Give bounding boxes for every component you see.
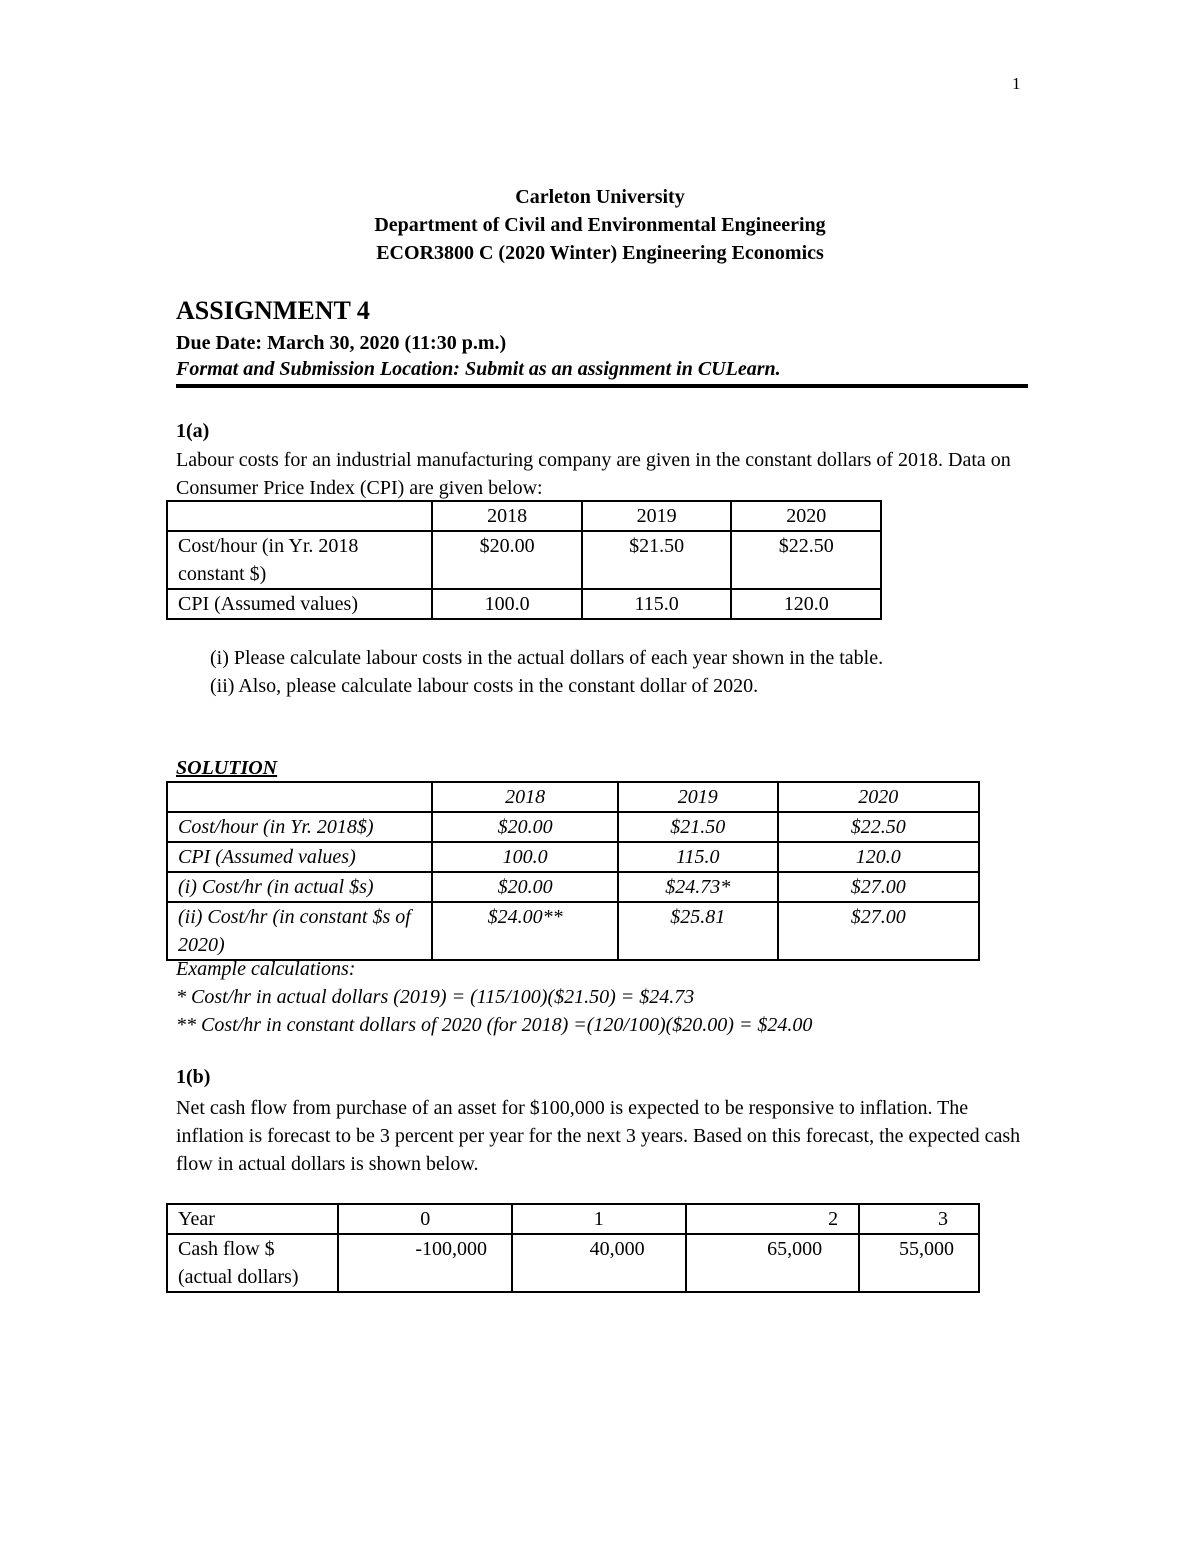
course-title: ECOR3800 C (2020 Winter) Engineering Economics	[376, 242, 824, 264]
q1a-question-i: (i) Please calculate labour costs in the actual dollars of each year shown in the table.	[210, 647, 884, 669]
table-row	[167, 531, 881, 589]
table-cell: CPI (Assumed values)	[167, 842, 432, 872]
table-row	[167, 782, 979, 812]
table-cell: (ii) Cost/hr (in constant $s of 2020)	[167, 902, 432, 960]
due-date: Due Date: March 30, 2020 (11:30 p.m.)	[176, 332, 507, 354]
table-cell: $27.00	[778, 872, 979, 902]
table-cell: $22.50	[778, 812, 979, 842]
q1b-table	[166, 1203, 980, 1293]
table-cell	[167, 782, 432, 812]
table-cell: 55,000	[859, 1234, 979, 1292]
calc-title: Example calculations:	[176, 958, 356, 980]
calc-line-1: * Cost/hr in actual dollars (2019) = (115/100)($21.50) = $24.73	[176, 986, 695, 1008]
submission-format: Format and Submission Location: Submit as an assignment in CULearn.	[176, 358, 781, 380]
department-name: Department of Civil and Environmental Engineering	[374, 214, 826, 236]
table-row	[167, 1234, 979, 1292]
q1a-intro: Labour costs for an industrial manufacturing company are given in the constant dollars of 2018. Data on Consumer Price Index (CPI) are given below:	[176, 449, 1011, 499]
table-cell: $24.73*	[618, 872, 778, 902]
table-cell: 2018	[432, 782, 618, 812]
solution-label: SOLUTION	[176, 757, 278, 779]
table-cell: $25.81	[618, 902, 778, 960]
table-cell: 65,000	[686, 1234, 860, 1292]
q1b-heading: 1(b)	[176, 1066, 211, 1088]
divider-rule	[176, 384, 1028, 388]
q1a-heading: 1(a)	[176, 420, 210, 442]
table-cell: 2019	[618, 782, 778, 812]
table-cell: $22.50	[731, 531, 881, 589]
table-cell: 2020	[778, 782, 979, 812]
table-cell: 3	[859, 1204, 979, 1234]
q1b-intro: Net cash flow from purchase of an asset for $100,000 is expected to be responsive to inflation. The inflation is forecast to be 3 percent per year for the next 3 years. Based on this forecast, the expected cash flow in actual dollars is shown below.	[176, 1097, 1021, 1175]
assignment-title: ASSIGNMENT 4	[176, 296, 370, 325]
table-cell: 2	[686, 1204, 860, 1234]
table-cell: 1	[512, 1204, 686, 1234]
table-cell	[167, 501, 432, 531]
table-cell: Cash flow $ (actual dollars)	[167, 1234, 338, 1292]
university-name: Carleton University	[515, 186, 685, 208]
table-cell: 2019	[582, 501, 732, 531]
table-row	[167, 902, 979, 960]
table-cell: 100.0	[432, 842, 618, 872]
table-cell: 120.0	[778, 842, 979, 872]
table-cell: 2020	[731, 501, 881, 531]
table-cell: -100,000	[338, 1234, 512, 1292]
table-row	[167, 842, 979, 872]
table-cell: Cost/hour (in Yr. 2018$)	[167, 812, 432, 842]
page-number: 1	[1012, 74, 1021, 93]
table-cell: CPI (Assumed values)	[167, 589, 432, 619]
table-row	[167, 589, 881, 619]
calc-line-2: ** Cost/hr in constant dollars of 2020 (for 2018) =(120/100)($20.00) = $24.00	[176, 1014, 813, 1036]
table-cell: 115.0	[582, 589, 732, 619]
table-cell: $20.00	[432, 872, 618, 902]
table-cell: $27.00	[778, 902, 979, 960]
table-cell: 120.0	[731, 589, 881, 619]
table-cell: $21.50	[618, 812, 778, 842]
table-row	[167, 501, 881, 531]
q1a-question-ii: (ii) Also, please calculate labour costs in the constant dollar of 2020.	[210, 675, 759, 697]
table-cell: 2018	[432, 501, 582, 531]
table-cell: 115.0	[618, 842, 778, 872]
table-cell: 100.0	[432, 589, 582, 619]
table-row	[167, 872, 979, 902]
table-cell: $24.00**	[432, 902, 618, 960]
table-row	[167, 812, 979, 842]
table-cell: Year	[167, 1204, 338, 1234]
table-cell: 40,000	[512, 1234, 686, 1292]
table-cell: $20.00	[432, 812, 618, 842]
solution-table	[166, 781, 980, 961]
q1a-table	[166, 500, 882, 620]
table-cell: 0	[338, 1204, 512, 1234]
table-cell: $20.00	[432, 531, 582, 589]
table-row	[167, 1204, 979, 1234]
table-cell: $21.50	[582, 531, 732, 589]
table-cell: Cost/hour (in Yr. 2018 constant $)	[167, 531, 432, 589]
table-cell: (i) Cost/hr (in actual $s)	[167, 872, 432, 902]
